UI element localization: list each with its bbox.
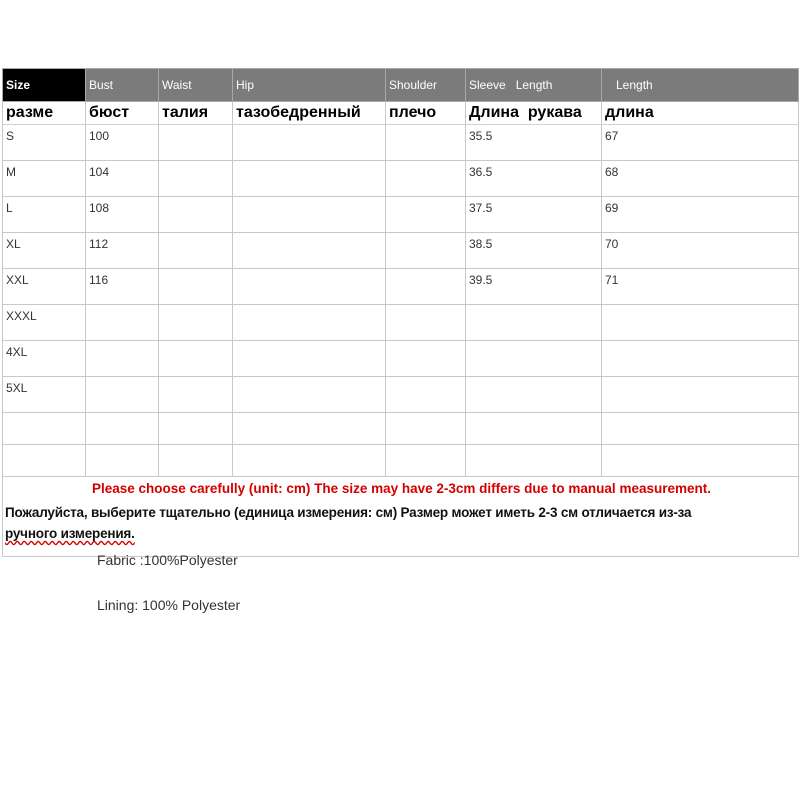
table-row bbox=[3, 161, 799, 197]
cell-sleeve: 36.5 bbox=[466, 161, 602, 197]
cell-length bbox=[602, 341, 799, 377]
empty-cell bbox=[233, 413, 386, 445]
cell-shoulder bbox=[386, 161, 466, 197]
cell-shoulder bbox=[386, 269, 466, 305]
header-sleeve-length: Sleeve Length bbox=[466, 69, 602, 102]
cell-sleeve bbox=[466, 341, 602, 377]
cell-hip bbox=[233, 305, 386, 341]
cell-length: 69 bbox=[602, 197, 799, 233]
cell-size: XL bbox=[3, 233, 86, 269]
header-ru-bust: бюст bbox=[86, 102, 159, 125]
cell-size: 5XL bbox=[3, 377, 86, 413]
cell-sleeve: 38.5 bbox=[466, 233, 602, 269]
cell-shoulder bbox=[386, 305, 466, 341]
cell-hip bbox=[233, 269, 386, 305]
header-length: Length bbox=[602, 69, 799, 102]
cell-bust: 108 bbox=[86, 197, 159, 233]
header-waist: Waist bbox=[159, 69, 233, 102]
header-ru-length: длина bbox=[602, 102, 799, 125]
header-row-en bbox=[3, 69, 799, 102]
cell-size: XXXL bbox=[3, 305, 86, 341]
cell-waist bbox=[159, 341, 233, 377]
cell-length: 70 bbox=[602, 233, 799, 269]
cell-bust: 100 bbox=[86, 125, 159, 161]
note-cell bbox=[3, 477, 799, 557]
header-ru-waist: талия bbox=[159, 102, 233, 125]
header-row-ru bbox=[3, 102, 799, 125]
cell-shoulder bbox=[386, 377, 466, 413]
header-ru-shoulder: плечо bbox=[386, 102, 466, 125]
empty-cell bbox=[3, 445, 86, 477]
header-ru-hip: тазобедренный bbox=[233, 102, 386, 125]
cell-shoulder bbox=[386, 341, 466, 377]
header-size: Size bbox=[3, 69, 86, 102]
table-row bbox=[3, 305, 799, 341]
cell-hip bbox=[233, 377, 386, 413]
size-chart bbox=[2, 68, 798, 557]
note-ru-line1: Пожалуйста, выберите тщательно (единица измерения: см) Размер может иметь 2-3 см отличается из-за bbox=[5, 505, 692, 520]
cell-hip bbox=[233, 197, 386, 233]
cell-length: 71 bbox=[602, 269, 799, 305]
cell-waist bbox=[159, 377, 233, 413]
lining-info: Lining: 100% Polyester bbox=[97, 597, 241, 613]
header-hip: Hip bbox=[233, 69, 386, 102]
cell-length bbox=[602, 305, 799, 341]
fabric-info: Fabric :100%Polyester bbox=[97, 552, 238, 568]
cell-size: M bbox=[3, 161, 86, 197]
cell-waist bbox=[159, 233, 233, 269]
empty-cell bbox=[466, 445, 602, 477]
empty-cell bbox=[86, 445, 159, 477]
cell-bust bbox=[86, 377, 159, 413]
cell-waist bbox=[159, 161, 233, 197]
cell-sleeve: 37.5 bbox=[466, 197, 602, 233]
cell-size: L bbox=[3, 197, 86, 233]
cell-size: S bbox=[3, 125, 86, 161]
cell-bust: 116 bbox=[86, 269, 159, 305]
empty-cell bbox=[602, 445, 799, 477]
cell-shoulder bbox=[386, 233, 466, 269]
note-row bbox=[3, 477, 799, 557]
cell-size: 4XL bbox=[3, 341, 86, 377]
cell-length: 67 bbox=[602, 125, 799, 161]
empty-cell bbox=[602, 413, 799, 445]
cell-shoulder bbox=[386, 197, 466, 233]
empty-row bbox=[3, 445, 799, 477]
empty-cell bbox=[233, 445, 386, 477]
cell-waist bbox=[159, 125, 233, 161]
cell-hip bbox=[233, 161, 386, 197]
header-ru-sleeve: Длина рукава bbox=[466, 102, 602, 125]
cell-sleeve bbox=[466, 305, 602, 341]
cell-length: 68 bbox=[602, 161, 799, 197]
cell-waist bbox=[159, 305, 233, 341]
empty-cell bbox=[386, 413, 466, 445]
cell-bust: 104 bbox=[86, 161, 159, 197]
cell-sleeve bbox=[466, 377, 602, 413]
table-row bbox=[3, 197, 799, 233]
size-table bbox=[2, 68, 799, 557]
cell-bust bbox=[86, 305, 159, 341]
cell-waist bbox=[159, 197, 233, 233]
cell-hip bbox=[233, 341, 386, 377]
note-ru-line2: ручного измерения. bbox=[5, 526, 135, 541]
cell-sleeve: 39.5 bbox=[466, 269, 602, 305]
measurement-note-en: Please choose carefully (unit: cm) The size may have 2-3cm differs due to manual measurement. bbox=[92, 481, 711, 496]
header-shoulder: Shoulder bbox=[386, 69, 466, 102]
cell-waist bbox=[159, 269, 233, 305]
header-bust: Bust bbox=[86, 69, 159, 102]
measurement-note-ru bbox=[5, 502, 798, 544]
empty-cell bbox=[86, 413, 159, 445]
empty-row bbox=[3, 413, 799, 445]
cell-shoulder bbox=[386, 125, 466, 161]
cell-sleeve: 35.5 bbox=[466, 125, 602, 161]
empty-cell bbox=[159, 445, 233, 477]
cell-length bbox=[602, 377, 799, 413]
cell-size: XXL bbox=[3, 269, 86, 305]
empty-cell bbox=[159, 413, 233, 445]
table-row bbox=[3, 341, 799, 377]
table-row bbox=[3, 233, 799, 269]
table-row bbox=[3, 377, 799, 413]
cell-bust: 112 bbox=[86, 233, 159, 269]
cell-hip bbox=[233, 233, 386, 269]
empty-cell bbox=[3, 413, 86, 445]
cell-bust bbox=[86, 341, 159, 377]
header-ru-size: разме bbox=[3, 102, 86, 125]
table-row bbox=[3, 125, 799, 161]
cell-hip bbox=[233, 125, 386, 161]
empty-cell bbox=[386, 445, 466, 477]
empty-cell bbox=[466, 413, 602, 445]
table-row bbox=[3, 269, 799, 305]
